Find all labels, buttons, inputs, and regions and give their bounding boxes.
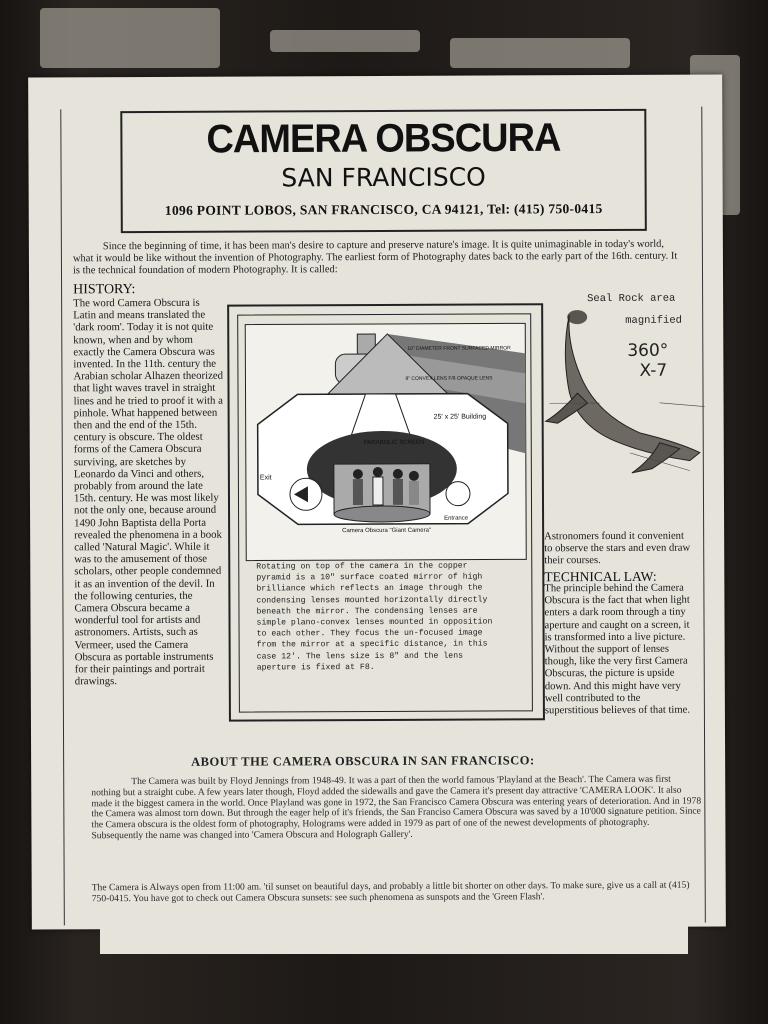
opening-hours-paragraph: The Camera is Always open from 11:00 am. 'til sunset on beautiful days, and probably a little bit shorter on other days. To make sure, give us a call at (415) 750-0415. You have got to check out Camera Obscura sunsets: see such phenomena as sunspots and the 'Green Flash'. (91, 879, 690, 905)
seal-label-line1: Seal Rock area (587, 292, 676, 306)
technical-heading: TECHNICAL LAW: (544, 568, 657, 585)
seal-zoom: X-7 (639, 360, 668, 381)
flyer-bottom-strip (100, 926, 688, 954)
diagram-frame (227, 303, 545, 721)
label-mirror: 10" DIAMETER FRONT SURFACED MIRROR (407, 345, 511, 352)
seal-label-line2: magnified (625, 314, 682, 327)
label-building: 25' x 25' Building (433, 413, 487, 421)
plaster-patch (40, 8, 220, 68)
astronomers-paragraph: Astronomers found it convenient to observe the stars and even draw their courses. (544, 530, 691, 567)
camera-diagram (237, 313, 530, 564)
seal-angle: 360° (627, 340, 669, 361)
label-exit: Exit (259, 474, 272, 482)
diagram-caption: Rotating on top of the camera in the copper pyramid is a 10" surface coated mirror of high brilliance which reflects an image through the condensing lenses mounted horizontally directly beneath the mirror. The condensing lenses are simple plano-convex lenses mounted in opposition to each other. They focus the un-focused image from the mirror at a specific distance, in this case 12'. The lens size is 8" and the lens aperture is fixed at F8. (256, 561, 493, 673)
history-paragraph: The word Camera Obscura is Latin and means translated the 'dark room'. Today it is not quite known, when and by whom exactly the Camera Obscura was invented. In the 11th. century the Arabian scholar Alhazen theorized that light waves travel in straight lines and he tried to proof it with a pinhole. What happened between then and the end of the 15th. century is obscure. The oldest forms of the Camera Obscura surviving, are sketches by Leonardo da Vinci and others, probably from around the late 15th. century. He was most likely not the only one, because around 1490 John Baptista della Porta revealed the phenomena in a book called 'Natural Magic'. While it was to the amusement of those scholars, other people condemned it as an invention of the devil. In the following centuries, the Camera Obscura became a wonderful tool for artists and astronomers. Artists, such as Vermeer, used the Camera Obscura as portable instruments for their paintings and portrait drawings. (73, 296, 224, 688)
page-subtitle: SAN FRANCISCO (281, 162, 486, 193)
label-screen: PARABOLIC SCREEN (363, 439, 425, 447)
history-heading: HISTORY: (73, 282, 136, 298)
flyer-sheet (28, 74, 726, 929)
header-box (120, 109, 647, 233)
page-title: CAMERA OBSCURA (206, 116, 561, 162)
plaster-patch (270, 30, 420, 52)
label-entrance: Entrance (444, 515, 469, 522)
intro-paragraph: Since the beginning of time, it has been man's desire to capture and preserve nature's image. It is quite unimaginable in today's world, what it would be like without the invention of Photography. The earliest form of Photography dates back to the early part of the 16th. century. It is the technical foundation of modern Photography. It is called: (72, 238, 678, 277)
about-heading: ABOUT THE CAMERA OBSCURA IN SAN FRANCISCO: (191, 753, 535, 769)
label-lens: 8" CONVEX LENS F/8 OPAQUE LENS (405, 375, 493, 382)
plaster-patch (450, 38, 630, 68)
about-paragraph: The Camera was built by Floyd Jennings from 1948-49. It was a part of then the world famous 'Playland at the Beach'. The Camera was first nothing but a straight cube. A few years later though, Floyd added the sidewalls and gave the Camera it's present day attractive 'CAMERA LOOK'. It also made it the biggest camera in the world. Once Playland was gone in 1972, the San Francisco Camera Obscura was entering years of deterioration. And in 1978 the Camera was almost torn down. But through the eager help of it's friends, the San Franciso Camera Obscura was saved by a 10'000 signature petition. Since the Camera obscura is the oldest form of photography, Holograms were added in 1979 as part of one of the newest developments of photography. Subsequently the name was changed into 'Camera Obscura and Holograph Gallery'. (91, 773, 702, 842)
label-camera: Camera Obscura "Giant Camera" (342, 527, 432, 535)
technical-paragraph: The principle behind the Camera Obscura is the fact that when light enters a dark room through a tiny aperture and caught on a screen, it is transformed into a live picture. Without the support of lenses though, like the very first Camera Obscuras, the picture is upside down. And this might have very well contributed to the superstitious believes of that time. (544, 582, 690, 717)
seal-icon (539, 303, 710, 484)
address-line: 1096 POINT LOBOS, SAN FRANCISCO, CA 94121, Tel: (415) 750-0415 (164, 201, 603, 218)
